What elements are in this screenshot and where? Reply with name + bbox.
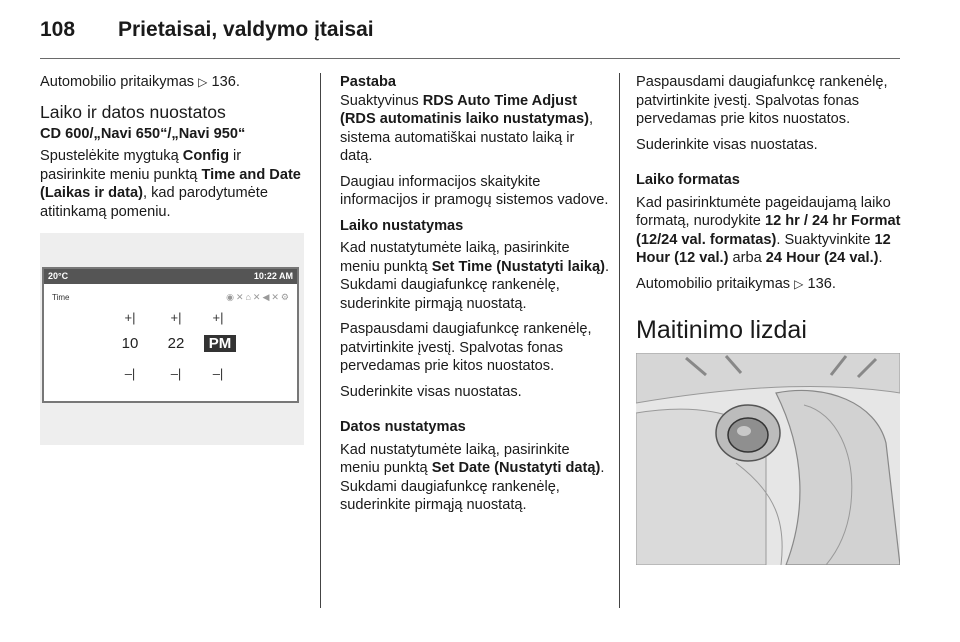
minute-value[interactable]: 22 — [167, 335, 185, 352]
date-setting-heading: Datos nustatymas — [340, 419, 466, 435]
ampm-plus-button[interactable]: +| — [212, 310, 224, 325]
intro-page-ref[interactable]: 136. — [211, 74, 240, 90]
header-rule — [40, 58, 900, 59]
time-adjust-all-paragraph: Suderinkite visas nuostatas. — [340, 383, 522, 400]
time-format-paragraph: Kad pasirinktumėte pageidaujamą laiko formatą, nurodykite 12 hr / 24 hr Format (12/24 val. formatas). Suaktyvinkite 12 Hour (12 val.) arba 24 Hour (24 val.). — [636, 194, 901, 266]
note-paragraph-2: Daugiau informacijos skaitykite informacijos ir pramogų sistemos vadove. — [340, 173, 609, 208]
customization-text: Automobilio pritaikymas — [636, 275, 791, 292]
models-subheading: CD 600/„Navi 650“/„Navi 950“ — [40, 125, 246, 142]
date-setting-paragraph: Kad nustatytumėte laiką, pasirinkite meniu punktą Set Date (Nustatyti datą). Sukdami daugiafunkcę rankenėlę, suderinkite pirmąją nuostatą. — [340, 441, 605, 513]
triangle-right-icon: ▷ — [198, 75, 208, 89]
page-title: Prietaisai, valdymo įtaisai — [118, 18, 374, 41]
minute-minus-button[interactable]: –| — [170, 366, 182, 381]
note-block: Pastaba Suaktyvinus RDS Auto Time Adjust (RDS automatinis laiko nustatymas), sistema automatiškai nustato laiką ir datą. — [340, 74, 594, 164]
hour-minus-button[interactable]: –| — [124, 366, 136, 381]
clock: 10:22 AM — [253, 271, 293, 282]
ampm-value[interactable] — [200, 335, 240, 354]
temperature: 20°C — [48, 271, 69, 282]
time-setting-heading: Laiko nustatymas — [340, 217, 464, 234]
power-outlets-heading: Maitinimo lizdai — [636, 316, 807, 344]
customization-ref-paragraph — [636, 275, 904, 294]
minute-plus-button[interactable]: +| — [170, 310, 182, 325]
power-outlet-illustration — [636, 353, 900, 565]
confirm-paragraph: Paspausdami daugiafunkcę rankenėlę, patvirtinkite įvestį. Spalvotas fonas pervedamas prie kitos nuostatos. — [636, 74, 888, 127]
status-bar — [44, 269, 297, 284]
intro-paragraph — [40, 73, 306, 92]
adjust-all-paragraph: Suderinkite visas nuostatas. — [636, 136, 818, 153]
config-paragraph: Spustelėkite mygtuką Config ir pasirinkite meniu punktą Time and Date (Laikas ir data), kad parodytumėte atitinkamą pomeniu. — [40, 148, 301, 220]
column-divider-1 — [320, 73, 321, 608]
page-header — [40, 18, 374, 42]
time-setting-paragraph: Kad nustatytumėte laiką, pasirinkite meniu punktą Set Time (Nustatyti laiką). Sukdami daugiafunkcę rankenėlę, suderinkite pirmąją nuostatą. — [340, 240, 610, 312]
note-title: Pastaba — [340, 74, 396, 90]
customization-page-ref[interactable]: 136. — [807, 275, 836, 292]
section-heading-time-date: Laiko ir datos nuostatos — [40, 101, 226, 122]
time-screen-figure — [40, 233, 304, 445]
column-1 — [40, 73, 306, 445]
hour-value[interactable]: 10 — [121, 335, 139, 352]
time-confirm-paragraph: Paspausdami daugiafunkcę rankenėlę, patvirtinkite įvestį. Spalvotas fonas pervedamas prie kitos nuostatos. — [340, 321, 592, 374]
hour-plus-button[interactable]: +| — [124, 310, 136, 325]
infotainment-screen — [42, 267, 299, 403]
status-icons: ◉✕⌂✕◀✕⚙ — [226, 292, 291, 302]
time-format-heading: Laiko formatas — [636, 172, 740, 188]
column-2 — [340, 73, 610, 522]
column-divider-2 — [619, 73, 620, 608]
page-number: 108 — [40, 18, 76, 41]
triangle-right-icon: ▷ — [794, 276, 804, 291]
intro-text: Automobilio pritaikymas — [40, 74, 195, 90]
screen-title: Time — [52, 293, 70, 302]
column-3 — [636, 73, 904, 571]
ampm-minus-button[interactable]: –| — [212, 366, 224, 381]
ampm-label: PM — [204, 335, 237, 352]
